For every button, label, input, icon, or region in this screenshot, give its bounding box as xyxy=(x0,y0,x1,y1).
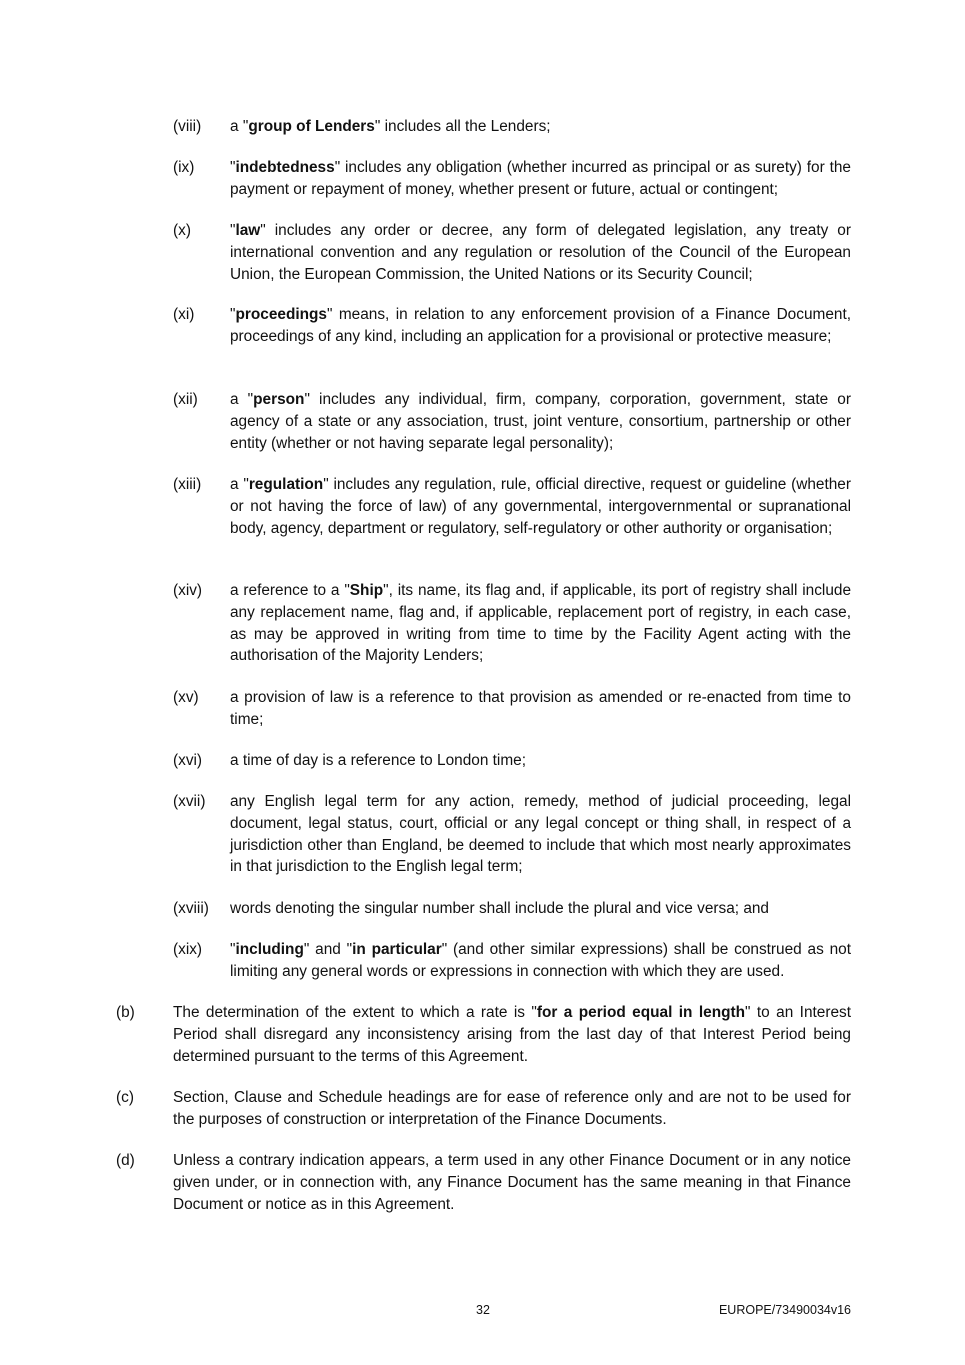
clause-text: any English legal term for any action, remedy, method of judicial proceeding, legal document, legal status, court, official or any legal concept or thing shall, in respect of a jurisdiction other than England, be deemed to include that which most nearly approximates in that jurisdiction to the English legal term; xyxy=(230,793,851,876)
clause-text: a "regulation" includes any regulation, rule, official directive, request or guideline (whether or not having the force of law) of any governmental, intergovernmental or supranational body, agency, department or regulatory, self-regulatory or other authority or organisation; xyxy=(230,476,851,537)
paragraph-text: Section, Clause and Schedule headings are for ease of reference only and are not to be used for the purposes of construction or interpretation of the Finance Documents. xyxy=(173,1089,851,1128)
clause-text: "including" and "in particular" (and other similar expressions) shall be construed as not limiting any general words or expressions in connection with which they are used. xyxy=(230,941,851,980)
clause-label: (xv) xyxy=(173,689,199,706)
clause-text: "proceedings" means, in relation to any enforcement provision of a Finance Document, proceedings of any kind, including an application for a provisional or protective measure; xyxy=(230,306,851,345)
clause-label: (ix) xyxy=(173,159,195,176)
clause-text: "indebtedness" includes any obligation (whether incurred as principal or as surety) for the payment or repayment of money, whether present or future, actual or contingent; xyxy=(230,159,851,198)
paragraph-label: (d) xyxy=(116,1152,135,1169)
clause-text: a "group of Lenders" includes all the Lenders; xyxy=(230,118,551,135)
clause-label: (xiv) xyxy=(173,582,203,599)
clause-label: (xii) xyxy=(173,391,198,408)
defined-term: in particular xyxy=(352,941,442,958)
defined-term: including xyxy=(235,941,304,958)
clause-label: (viii) xyxy=(173,118,202,135)
document-reference: EUROPE/73490034v16 xyxy=(718,1303,851,1317)
clause-label: (xiii) xyxy=(173,476,202,493)
clause-label: (xvi) xyxy=(173,752,203,769)
paragraph-label: (c) xyxy=(116,1089,134,1106)
clause-label: (xix) xyxy=(173,941,203,958)
clause-label: (x) xyxy=(173,222,191,239)
clause-text: "law" includes any order or decree, any form of delegated legislation, any treaty or international convention and any regulation or resolution of the Council of the European Union, the European Commission, the United Nations or its Security Council; xyxy=(230,222,851,283)
defined-term: for a period equal in length xyxy=(536,1004,746,1021)
clause-text: a time of day is a reference to London time; xyxy=(230,752,527,769)
paragraph-label: (b) xyxy=(116,1004,135,1021)
defined-term: indebtedness xyxy=(235,159,335,176)
defined-term: proceedings xyxy=(235,306,327,323)
defined-term: Ship xyxy=(349,582,384,599)
clause-text: a "person" includes any individual, firm, company, corporation, government, state or agency of a state or any association, trust, joint venture, consortium, partnership or other entity (whether or not having separate legal personality); xyxy=(230,391,851,452)
page-number: 32 xyxy=(476,1303,490,1317)
defined-term: law xyxy=(235,222,261,239)
defined-term: person xyxy=(253,391,305,408)
clause-text: words denoting the singular number shall include the plural and vice versa; and xyxy=(230,900,769,917)
clause-text: a provision of law is a reference to that provision as amended or re-enacted from time to time; xyxy=(230,689,851,728)
clause-label: (xvii) xyxy=(173,793,206,810)
defined-term: regulation xyxy=(248,476,324,493)
clause-label: (xviii) xyxy=(173,900,209,917)
clause-text: a reference to a "Ship", its name, its flag and, if applicable, its port of registry shall include any replacement name, flag and, if applicable, replacement port of registry, in each case, as may be approved in writing from time to time by the Facility Agent acting with the authorisation of the Majority Lenders; xyxy=(230,582,852,665)
paragraph-text: Unless a contrary indication appears, a term used in any other Finance Document or in any notice given under, or in connection with, any Finance Document has the same meaning in that Finance Document or notice as in this Agreement. xyxy=(173,1152,851,1213)
paragraph-text: The determination of the extent to which a rate is "for a period equal in length" to an Interest Period shall disregard any inconsistency arising from the last day of that Interest Period being determined pursuant to the terms of this Agreement. xyxy=(173,1004,851,1065)
clause-label: (xi) xyxy=(173,306,195,323)
defined-term: group of Lenders xyxy=(248,118,375,135)
